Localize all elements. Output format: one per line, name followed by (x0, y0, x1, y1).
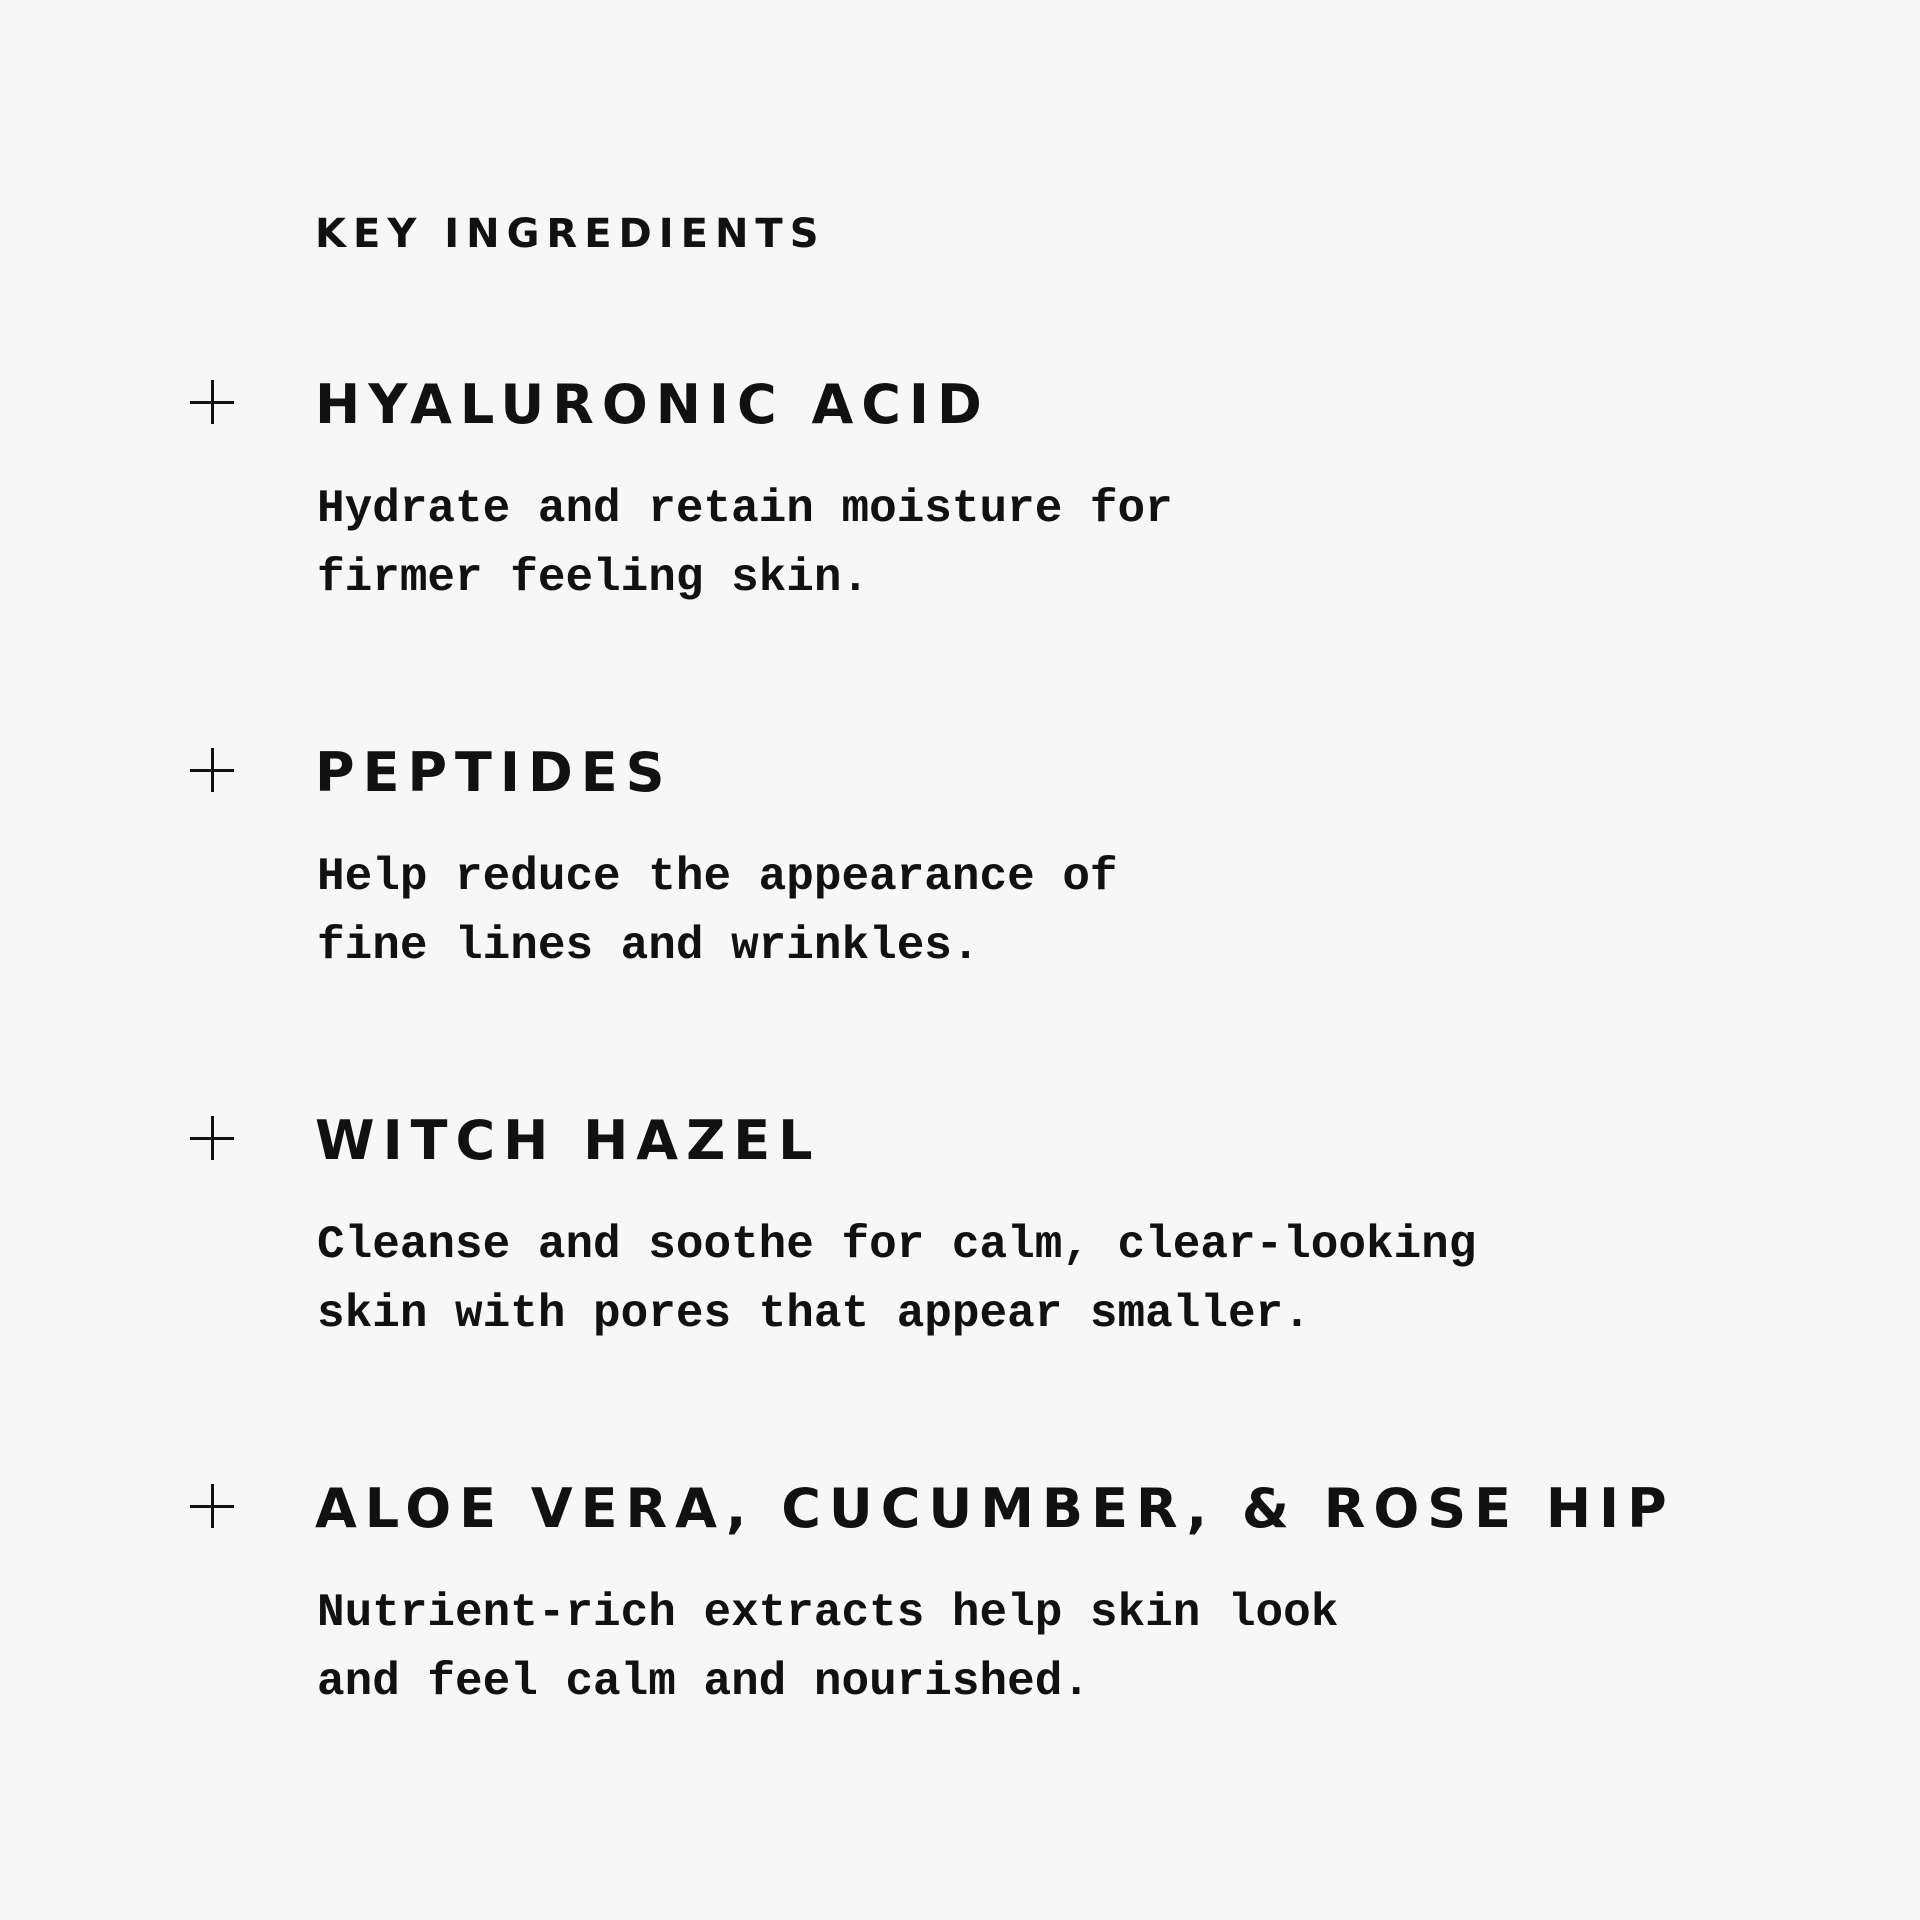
ingredient-description (317, 1579, 1717, 1717)
ingredient-description (317, 843, 1717, 981)
ingredient-description (317, 1211, 1717, 1349)
plus-icon[interactable] (190, 1484, 234, 1528)
ingredient-description-line: fine lines and wrinkles. (317, 920, 980, 972)
section-title: KEY INGREDIENTS (315, 211, 826, 257)
ingredient-item-peptides[interactable] (0, 743, 1920, 1043)
ingredient-description-line: firmer feeling skin. (317, 552, 870, 604)
plus-icon[interactable] (190, 1116, 234, 1160)
ingredient-item-hyaluronic-acid[interactable] (0, 375, 1920, 675)
ingredient-description-line: Nutrient-rich extracts help skin look (317, 1587, 1339, 1639)
plus-icon[interactable] (190, 748, 234, 792)
ingredient-description-line: Hydrate and retain moisture for (317, 483, 1173, 535)
ingredient-name: PEPTIDES (315, 741, 673, 804)
ingredient-name: ALOE VERA, CUCUMBER, & ROSE HIP (315, 1477, 1675, 1540)
ingredient-item-witch-hazel[interactable] (0, 1111, 1920, 1411)
ingredient-name: WITCH HAZEL (315, 1109, 821, 1172)
ingredient-description-line: Cleanse and soothe for calm, clear-looking (317, 1219, 1477, 1271)
ingredient-item-aloe-vera-cucumber-rose-hip[interactable] (0, 1479, 1920, 1779)
plus-icon[interactable] (190, 380, 234, 424)
ingredient-description (317, 475, 1717, 613)
ingredient-description-line: skin with pores that appear smaller. (317, 1288, 1311, 1340)
ingredient-description-line: Help reduce the appearance of (317, 851, 1118, 903)
ingredient-name: HYALURONIC ACID (315, 373, 990, 436)
ingredient-description-line: and feel calm and nourished. (317, 1656, 1090, 1708)
